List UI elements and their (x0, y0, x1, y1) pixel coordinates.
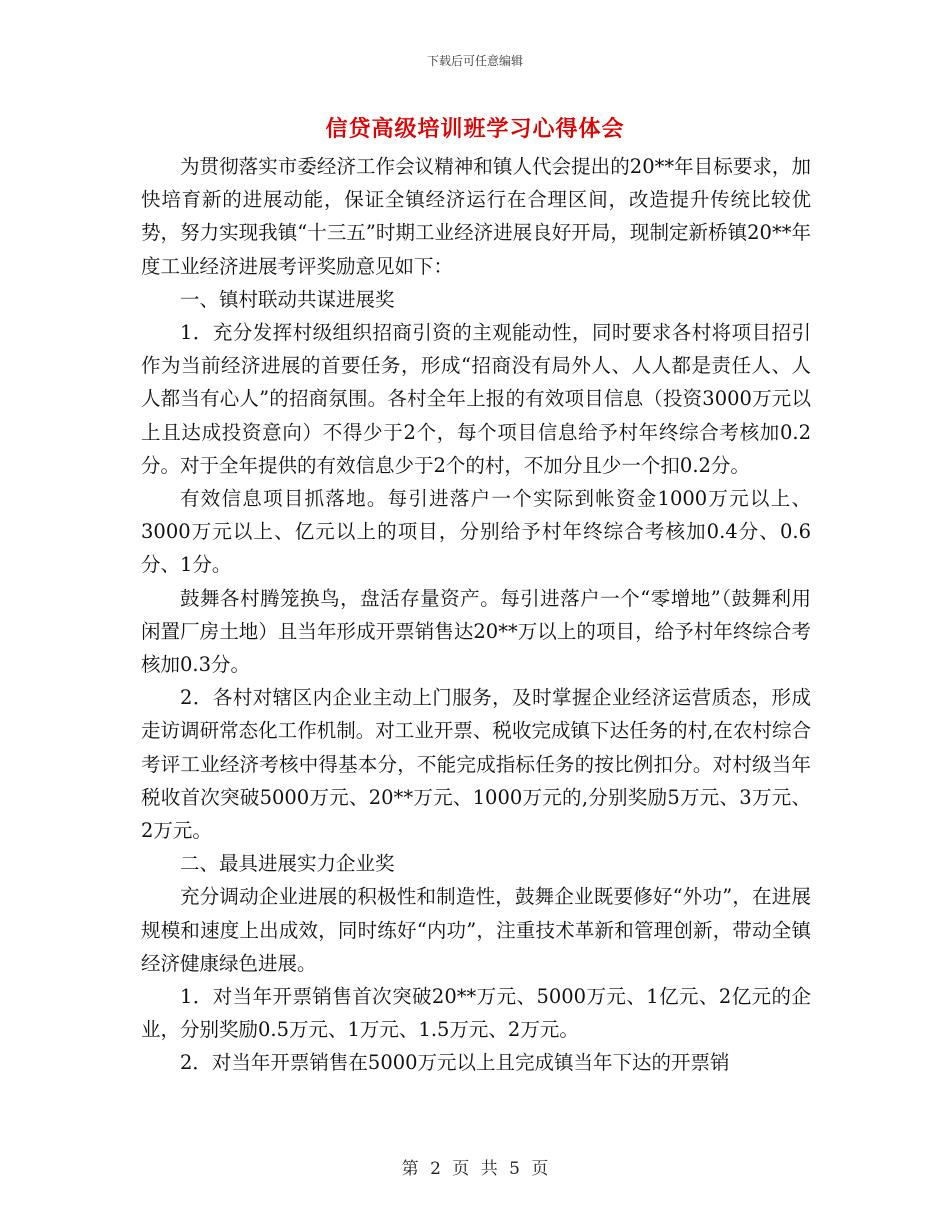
paragraph-effective-info: 有效信息项目抓落地。每引进落户一个实际到帐资金1000万元以上、3000万元以上、亿元以上的项目，分别给予村年终综合考核加0.4分、0.6分、1分。 (141, 487, 811, 577)
paragraph-item-1-1: 1．充分发挥村级组织招商引资的主观能动性，同时要求各村将项目招引作为当前经济进展的首要任务，形成“招商没有局外人、人人都是责任人、人人都当有心人”的招商氛围。各村全年上报的有效项目信息（投资3000万元以上且达成投资意向）不得少于2个，每个项目信息给予村年终综合考核加0.2分。对于全年提供的有效信息少于2个的村，不加分且少一个扣0.2分。 (141, 321, 811, 477)
paragraph-section-2-intro: 充分调动企业进展的积极性和制造性，鼓舞企业既要修好“外功”，在进展规模和速度上出成效，同时练好“内功”，注重技术革新和管理创新，带动全镇经济健康绿色进展。 (141, 885, 811, 975)
paragraph-item-2-2: 2．对当年开票销售在5000万元以上且完成镇当年下达的开票销 (180, 1051, 730, 1075)
page-number-footer: 第 2 页 共 5 页 (401, 1159, 549, 1179)
document-body (141, 150, 811, 1080)
paragraph-item-1-2: 2．各村对辖区内企业主动上门服务，及时掌握企业经济运营质态，形成走访调研常态化工作机制。对工业开票、税收完成镇下达任务的村,在农村综合考评工业经济考核中得基本分，不能完成指标任务的按比例扣分。对村级当年税收首次突破5000万元、20**万元、1000万元的,分别奖励5万元、3万元、2万元。 (141, 686, 811, 843)
section-heading-1: 一、镇村联动共谋进展奖 (180, 287, 395, 311)
header-note: 下载后可任意编辑 (426, 54, 523, 68)
paragraph-intro: 为贯彻落实市委经济工作会议精神和镇人代会提出的20**年目标要求，加快培育新的进展动能，保证全镇经济运行在合理区间，改造提升传统比较优势，努力实现我镇“十三五”时期工业经济进展良好开局，现制定新桥镇20**年度工业经济进展考评奖励意见如下： (141, 155, 811, 278)
document-title: 信贷高级培训班学习心得体会 (325, 116, 625, 142)
section-heading-2: 二、最具进展实力企业奖 (180, 852, 395, 876)
paragraph-item-2-1: 1．对当年开票销售首次突破20**万元、5000万元、1亿元、2亿元的企业，分别奖励0.5万元、1万元、1.5万元、2万元。 (141, 985, 811, 1042)
paragraph-encourage: 鼓舞各村腾笼换鸟，盘活存量资产。每引进落户一个“零增地”（鼓舞利用闲置厂房土地）且当年形成开票销售达20**万以上的项目，给予村年终综合考核加0.3分。 (141, 586, 811, 677)
